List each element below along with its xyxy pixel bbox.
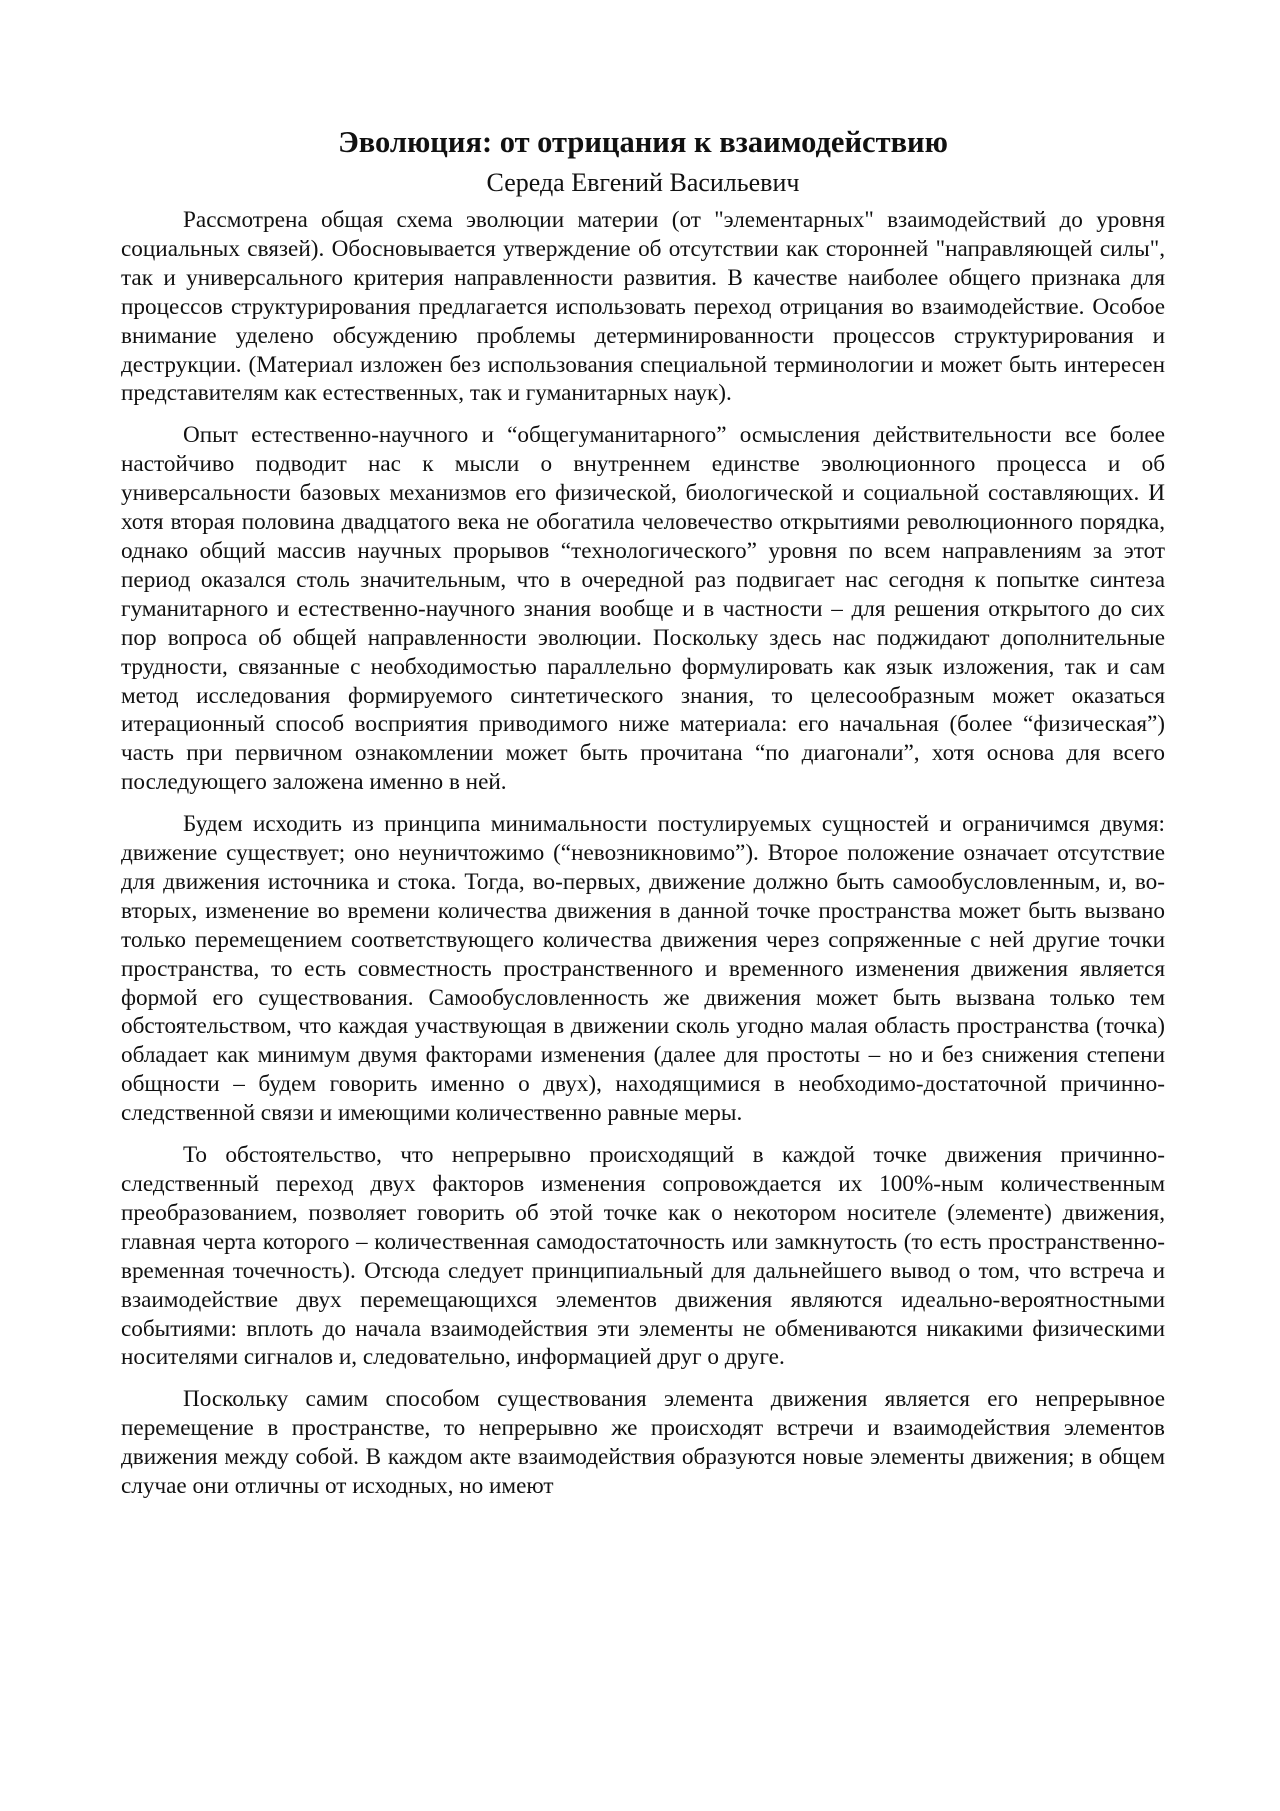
body-paragraph-2: Будем исходить из принципа минимальности постулируемых сущностей и ограничимся двумя: движение существует; оно неуничтожимо (“невозникновимо”). Второе положение означает отсутствие для движения источника и стока. Тогда, во-первых, движение должно быть самообусловленным, и, во-вторых, изменение во времени количества движения в данной точке пространства может быть вызвано только перемещением соответствующего количества движения через сопряженные с ней другие точки пространства, то есть совместность пространственного и временного изменения движения является формой его существования. Самообусловленность же движения может быть вызвана только тем обстоятельством, что каждая участвующая в движении сколь угодно малая область пространства (точка) обладает как минимум двумя факторами изменения (далее для простоты – но и без снижения степени общности – будем говорить именно о двух), находящимися в необходимо-достаточной причинно-следственной связи и имеющими количественно равные меры. [121,811,1165,1127]
body-paragraph-3: То обстоятельство, что непрерывно происходящий в каждой точке движения причинно-следственный переход двух факторов изменения сопровождается их 100%-ным количественным преобразованием, позволяет говорить об этой точке как о некотором носителе (элементе) движения, главная черта которого – количественная самодостаточность или замкнутость (то есть пространственно-временная точечность). Отсюда следует принципиальный для дальнейшего вывод о том, что встреча и взаимодействие двух перемещающихся элементов движения являются идеально-вероятностными событиями: вплоть до начала взаимодействия эти элементы не обмениваются никакими физическими носителями сигналов и, следовательно, информацией друг о друге. [121,1142,1165,1371]
document-body [121,122,1165,1501]
document-title: Эволюция: от отрицания к взаимодействию [338,125,948,159]
body-paragraph-4: Поскольку самим способом существования элемента движения является его непрерывное перемещение в пространстве, то непрерывно же происходят встречи и взаимодействия элементов движения между собой. В каждом акте взаимодействия образуются новые элементы движения; в общем случае они отличны от исходных, но имеют [121,1386,1165,1500]
body-paragraph-1: Опыт естественно-научного и “общегуманитарного” осмысления действительности все более настойчиво подводит нас к мысли о внутреннем единстве эволюционного процесса и об универсальности базовых механизмов его физической, биологической и социальной составляющих. И хотя вторая половина двадцатого века не обогатила человечество открытиями революционного порядка, однако общий массив научных прорывов “технологического” уровня по всем направлениям за этот период оказался столь значительным, что в очередной раз подвигает нас сегодня к попытке синтеза гуманитарного и естественно-научного знания вообще и в частности – для решения открытого до сих пор вопроса об общей направленности эволюции. Поскольку здесь нас поджидают дополнительные трудности, связанные с необходимостью параллельно формулировать как язык изложения, так и сам метод исследования формируемого синтетического знания, то целесообразным может оказаться итерационный способ восприятия приводимого ниже материала: его начальная (более “физическая”) часть при первичном ознакомлении может быть прочитана “по диагонали”, хотя основа для всего последующего заложена именно в ней. [121,422,1165,796]
abstract-paragraph: Рассмотрена общая схема эволюции материи (от "элементарных" взаимодействий до уровня социальных связей). Обосновывается утверждение об отсутствии как сторонней "направляющей силы", так и универсального критерия направленности развития. В качестве наиболее общего признака для процессов структурирования предлагается использовать переход отрицания во взаимодействие. Особое внимание уделено обсуждению проблемы детерминированности процессов структурирования и деструкции. (Материал изложен без использования специальной терминологии и может быть интересен представителям как естественных, так и гуманитарных наук). [121,207,1165,407]
document-author: Середа Евгений Васильевич [486,168,800,197]
